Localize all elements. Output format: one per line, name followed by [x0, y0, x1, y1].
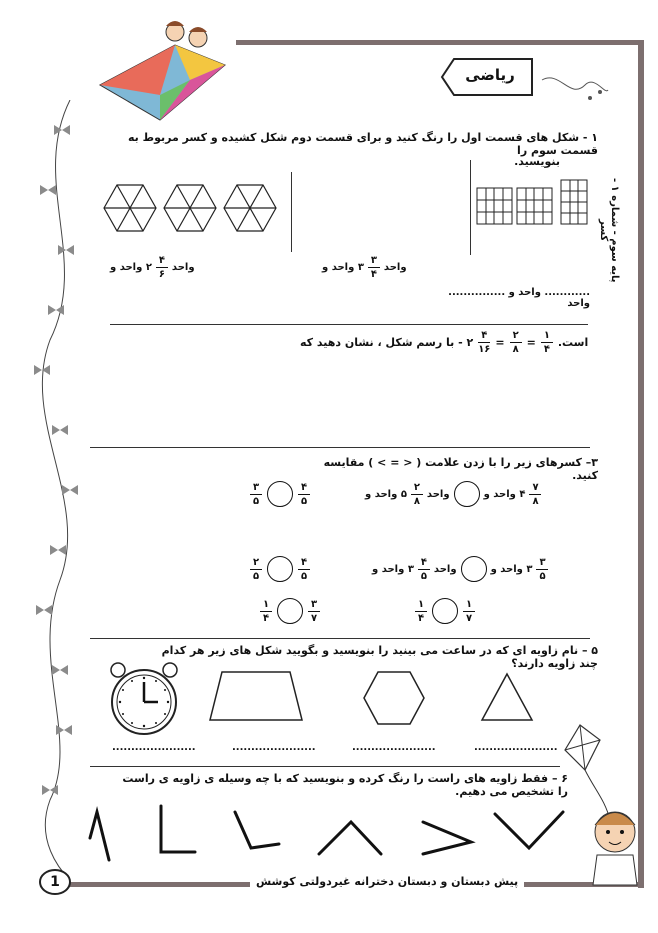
section-divider-2	[90, 447, 590, 448]
hexagon-divided-6	[104, 185, 276, 231]
compare-circle[interactable]	[267, 481, 293, 507]
frac-den: ۵	[252, 495, 260, 507]
frac-den: ۴	[370, 269, 377, 280]
frac-num: ۴	[300, 556, 308, 568]
frac-den: ۸	[532, 495, 539, 507]
section-divider-1	[110, 324, 588, 325]
frac-den: ۵	[252, 570, 260, 582]
frac-bar	[418, 569, 430, 570]
fraction	[463, 599, 475, 624]
girl-with-kite-illustration	[555, 720, 640, 890]
compare-circle[interactable]	[267, 556, 293, 582]
compare-circle[interactable]	[461, 556, 487, 582]
frac-num: ۳	[252, 481, 260, 493]
q3-row2-right	[372, 556, 597, 582]
angle-5	[423, 822, 471, 854]
frac-num: ۳	[310, 598, 318, 610]
unit: واحد	[426, 488, 450, 500]
frac-bar	[250, 494, 262, 495]
mixed-whole: ۳ واحد و	[490, 563, 533, 575]
equals-sign: =	[495, 336, 505, 349]
compare-circle[interactable]	[432, 598, 458, 624]
hexagon-shape	[360, 668, 428, 730]
page-number: 1	[50, 874, 60, 890]
frac-num: ۱	[417, 598, 425, 610]
frac-bar	[156, 267, 168, 268]
q3-instruction: ۳– کسرهای زیر را با زدن علامت ( < = > ) مقایسه کنید.	[323, 456, 598, 482]
fraction	[536, 557, 548, 582]
fraction	[529, 482, 541, 507]
frac-den: ۸	[512, 344, 519, 355]
answer-blank-triangle[interactable]: ......................	[474, 742, 558, 753]
section-divider-3	[90, 638, 590, 639]
frac-bar	[463, 611, 475, 612]
angle-6	[495, 812, 563, 848]
frac-den: ۸	[413, 495, 420, 507]
frac-den: ۶	[158, 269, 165, 280]
frac-bar	[478, 342, 490, 343]
answer-blank-trapezoid[interactable]: ......................	[232, 742, 316, 753]
fraction	[308, 599, 320, 624]
decorative-kite-string	[20, 100, 100, 880]
frac-num: ۴	[481, 330, 488, 341]
frac-num: ۳	[370, 255, 377, 266]
clock-icon	[104, 660, 184, 738]
q1-answer-c-blank[interactable]: ............ واحد و ............... واحد	[448, 287, 590, 309]
frac-num: ۴	[300, 481, 308, 493]
angle-4	[319, 822, 381, 854]
frac-bar	[529, 494, 541, 495]
q1-b-unit: واحد	[383, 262, 407, 273]
q1-b-whole: ۳ واحد و	[322, 262, 364, 273]
footer-school-name: پیش دبستان و دبستان دخترانه غیردولتی کوشش	[250, 875, 524, 888]
frac-num: ۷	[532, 481, 539, 493]
q1-instruction-line1: ۱ - شکل های قسمت اول را رنگ کنید و برای قسمت دوم شکل کشیده و کسر مربوط به قسمت سوم را	[128, 131, 598, 157]
q6-angle-figures	[85, 800, 575, 865]
frac-bar	[536, 569, 548, 570]
fraction	[298, 482, 310, 507]
frac-bar	[411, 494, 423, 495]
q1-a-unit: واحد	[171, 262, 195, 273]
frac-bar	[260, 611, 272, 612]
q1-answer-b	[322, 255, 432, 280]
page-title: ریاضی	[465, 66, 515, 84]
frac-bar	[250, 569, 262, 570]
page-frame-top	[236, 40, 644, 45]
q2-text: ۲ - با رسم شکل ، نشان دهید که	[300, 336, 474, 349]
q5-instruction: ۵ – نام زاویه ای که در ساعت می بینید را بنویسید و بگویید شکل های زیر هر کدام چند زاویه دارند؟	[161, 644, 598, 670]
q6-instruction: ۶ – فقط زاویه های راست را رنگ کرده و بنویسید که با چه وسیله ی زاویه ی راست را تشخیص می دهیم.	[122, 772, 568, 798]
fraction	[250, 482, 262, 507]
frac-num: ۴	[158, 255, 165, 266]
frac-den: ۷	[310, 612, 318, 624]
unit: واحد	[433, 563, 457, 575]
trapezoid-shape	[206, 668, 306, 724]
q1-hexagons	[100, 178, 285, 240]
q1-a-whole: ۲ واحد و	[110, 262, 152, 273]
frac-den: ۷	[465, 612, 473, 624]
frac-bar	[308, 611, 320, 612]
q2-end: است.	[557, 336, 589, 349]
frac-bar	[510, 342, 522, 343]
title-flourish	[540, 70, 610, 110]
equals-sign: =	[526, 336, 536, 349]
q3-row1-right	[365, 481, 597, 507]
frac-den: ۵	[300, 570, 308, 582]
q1-divider-right	[470, 160, 471, 255]
compare-circle[interactable]	[454, 481, 480, 507]
angle-3	[235, 812, 279, 848]
q2-fraction-2	[510, 330, 522, 355]
compare-circle[interactable]	[277, 598, 303, 624]
q1-a-fraction	[156, 255, 168, 280]
mixed-whole: ۵ واحد و	[365, 488, 407, 500]
q3-row3-right	[395, 598, 475, 624]
frac-den: ۵	[420, 570, 427, 582]
mixed-whole: ۳ واحد و	[372, 563, 414, 575]
fraction	[250, 557, 262, 582]
frac-num: ۱	[465, 598, 473, 610]
q1-divider-left	[291, 172, 292, 252]
triangle-shape	[478, 670, 536, 724]
frac-bar	[298, 569, 310, 570]
frac-den: ۵	[300, 495, 308, 507]
frac-num: ۲	[512, 330, 519, 341]
frac-num: ۱	[262, 598, 270, 610]
frac-num: ۲	[413, 481, 420, 493]
section-divider-4	[90, 766, 560, 767]
angle-1	[90, 812, 109, 860]
q1-grid-rectangles	[475, 178, 591, 226]
frac-num: ۱	[543, 330, 550, 341]
frac-num: ۳	[539, 556, 546, 568]
q1-answer-a	[110, 255, 220, 280]
mixed-whole: ۴ واحد و	[483, 488, 526, 500]
frac-den: ۴	[262, 612, 270, 624]
frac-bar	[298, 494, 310, 495]
side-label: پایه سوم - شماره ۱ - کسر	[598, 177, 620, 283]
kite-kids-illustration	[80, 10, 240, 130]
q1-instruction-line2: بنویسید.	[514, 155, 560, 168]
q3-row2-left	[230, 556, 310, 582]
q2-instruction	[300, 330, 598, 355]
frac-bar	[368, 267, 380, 268]
q2-fraction-3	[541, 330, 553, 355]
frac-den: ۱۶	[478, 344, 491, 355]
answer-blank-hexagon[interactable]: ......................	[352, 742, 436, 753]
q3-row3-left	[240, 598, 320, 624]
frac-den: ۴	[543, 344, 550, 355]
frac-bar	[415, 611, 427, 612]
fraction	[411, 482, 423, 507]
q3-row1-left	[230, 481, 310, 507]
frac-bar	[541, 342, 553, 343]
frac-num: ۲	[252, 556, 260, 568]
frac-num: ۴	[420, 556, 427, 568]
fraction	[418, 557, 430, 582]
fraction	[415, 599, 427, 624]
frac-den: ۵	[539, 570, 546, 582]
frac-den: ۴	[417, 612, 425, 624]
fraction	[260, 599, 272, 624]
q2-fraction-1	[478, 330, 490, 355]
fraction	[298, 557, 310, 582]
angle-2	[161, 806, 195, 852]
answer-blank-clock[interactable]: ......................	[112, 742, 196, 753]
q1-b-fraction	[368, 255, 380, 280]
